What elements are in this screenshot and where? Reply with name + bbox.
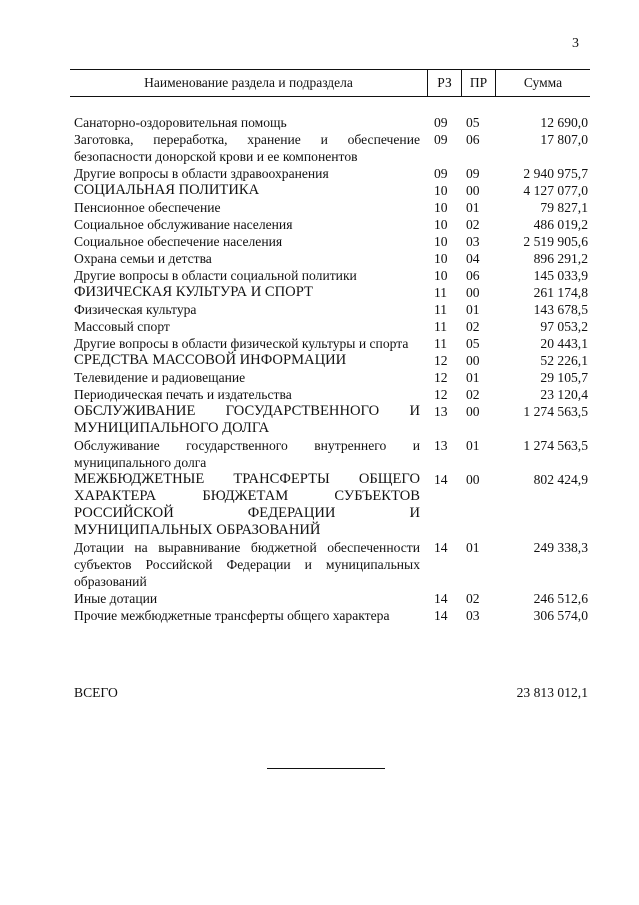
row-rz: 10 — [434, 234, 448, 249]
table-body — [74, 114, 588, 624]
row-name: Санаторно-оздоровительная помощь — [74, 115, 287, 130]
row-sum: 802 424,9 — [533, 472, 588, 487]
table-row — [74, 114, 588, 131]
row-pr: 05 — [466, 336, 480, 351]
row-name: Другие вопросы в области здравоохранения — [74, 166, 329, 181]
row-rz: 14 — [434, 591, 448, 606]
row-rz: 12 — [434, 370, 448, 385]
header-sum: Сумма — [495, 70, 590, 96]
row-sum: 20 443,1 — [540, 336, 588, 351]
row-sum: 896 291,2 — [533, 251, 588, 266]
row-name: Социальное обслуживание населения — [74, 217, 293, 232]
table-row — [74, 250, 588, 267]
row-sum: 143 678,5 — [533, 302, 588, 317]
end-divider — [267, 768, 385, 769]
row-sum: 145 033,9 — [533, 268, 588, 283]
row-pr: 01 — [466, 200, 480, 215]
header-rz: РЗ — [427, 70, 461, 96]
table-row — [74, 165, 588, 182]
table-row — [74, 335, 588, 352]
row-rz: 12 — [434, 353, 448, 368]
row-sum: 4 127 077,0 — [523, 183, 588, 198]
row-pr: 03 — [466, 608, 480, 623]
row-pr: 01 — [466, 438, 480, 453]
table-row — [74, 607, 588, 624]
table-row — [74, 284, 588, 301]
table-row — [74, 267, 588, 284]
row-pr: 03 — [466, 234, 480, 249]
row-name: Прочие межбюджетные трансферты общего характера — [74, 608, 390, 623]
row-sum: 1 274 563,5 — [523, 438, 588, 453]
table-row — [74, 233, 588, 250]
row-name: Дотации на выравнивание бюджетной обеспеченности субъектов Российской Федерации и муниципальных образований — [74, 540, 420, 589]
row-name: СРЕДСТВА МАССОВОЙ ИНФОРМАЦИИ — [74, 352, 347, 368]
row-sum: 29 105,7 — [540, 370, 588, 385]
table-row — [74, 539, 588, 590]
row-pr: 00 — [466, 285, 480, 300]
row-rz: 11 — [434, 285, 448, 300]
row-name: Массовый спорт — [74, 319, 170, 334]
table-row — [74, 131, 588, 165]
table-row — [74, 182, 588, 199]
row-sum: 246 512,6 — [533, 591, 588, 606]
row-sum: 1 274 563,5 — [523, 404, 588, 419]
header-pr: ПР — [461, 70, 495, 96]
row-pr: 00 — [466, 183, 480, 198]
table-row — [74, 403, 588, 437]
row-name: Физическая культура — [74, 302, 197, 317]
row-rz: 12 — [434, 387, 448, 402]
table-row — [74, 216, 588, 233]
row-pr: 06 — [466, 268, 480, 283]
row-name: МЕЖБЮДЖЕТНЫЕ ТРАНСФЕРТЫ ОБЩЕГО ХАРАКТЕРА БЮДЖЕТАМ СУБЪЕКТОВ РОССИЙСКОЙ ФЕДЕРАЦИИ И МУНИЦИПАЛЬНЫХ ОБРАЗОВАНИЙ — [74, 471, 420, 538]
row-rz: 14 — [434, 472, 448, 487]
row-pr: 01 — [466, 302, 480, 317]
total-row — [74, 685, 588, 701]
table-row — [74, 437, 588, 471]
row-rz: 09 — [434, 132, 448, 147]
row-name: Пенсионное обеспечение — [74, 200, 221, 215]
table-row — [74, 471, 588, 539]
row-name: Другие вопросы в области физической культуры и спорта — [74, 336, 409, 351]
row-pr: 02 — [466, 217, 480, 232]
row-rz: 13 — [434, 404, 448, 419]
row-rz: 11 — [434, 302, 448, 317]
row-sum: 2 519 905,6 — [523, 234, 588, 249]
row-name: Социальное обеспечение населения — [74, 234, 283, 249]
row-rz: 09 — [434, 115, 448, 130]
row-pr: 00 — [466, 404, 480, 419]
total-label: ВСЕГО — [74, 685, 118, 700]
row-pr: 02 — [466, 591, 480, 606]
row-name: Другие вопросы в области социальной политики — [74, 268, 357, 283]
row-sum: 79 827,1 — [540, 200, 588, 215]
table-row — [74, 590, 588, 607]
table-row — [74, 386, 588, 403]
row-pr: 01 — [466, 370, 480, 385]
table-row — [74, 352, 588, 369]
row-pr: 02 — [466, 387, 480, 402]
row-pr: 01 — [466, 540, 480, 555]
row-name: СОЦИАЛЬНАЯ ПОЛИТИКА — [74, 182, 260, 198]
row-pr: 02 — [466, 319, 480, 334]
row-name: Охрана семьи и детства — [74, 251, 212, 266]
row-pr: 09 — [466, 166, 480, 181]
row-name: ОБСЛУЖИВАНИЕ ГОСУДАРСТВЕННОГО И МУНИЦИПАЛЬНОГО ДОЛГА — [74, 403, 420, 436]
row-sum: 52 226,1 — [540, 353, 588, 368]
row-rz: 10 — [434, 183, 448, 198]
row-name: Заготовка, переработка, хранение и обеспечение безопасности донорской крови и ее компонентов — [74, 132, 420, 164]
table-header — [70, 69, 590, 97]
row-name: Телевидение и радиовещание — [74, 370, 246, 385]
row-name: ФИЗИЧЕСКАЯ КУЛЬТУРА И СПОРТ — [74, 284, 313, 300]
row-rz: 14 — [434, 608, 448, 623]
row-sum: 306 574,0 — [533, 608, 588, 623]
row-sum: 261 174,8 — [533, 285, 588, 300]
table-row — [74, 318, 588, 335]
row-rz: 10 — [434, 251, 448, 266]
row-rz: 10 — [434, 268, 448, 283]
row-pr: 06 — [466, 132, 480, 147]
row-name: Периодическая печать и издательства — [74, 387, 292, 402]
row-rz: 13 — [434, 438, 448, 453]
table-row — [74, 301, 588, 318]
row-pr: 05 — [466, 115, 480, 130]
header-name: Наименование раздела и подраздела — [144, 75, 353, 90]
row-sum: 23 120,4 — [540, 387, 588, 402]
row-sum: 97 053,2 — [540, 319, 588, 334]
row-sum: 249 338,3 — [533, 540, 588, 555]
row-sum: 486 019,2 — [533, 217, 588, 232]
row-name: Обслуживание государственного внутреннего и муниципального долга — [74, 438, 420, 470]
row-name: Иные дотации — [74, 591, 158, 606]
row-rz: 14 — [434, 540, 448, 555]
row-sum: 17 807,0 — [540, 132, 588, 147]
row-rz: 09 — [434, 166, 448, 181]
table-row — [74, 199, 588, 216]
row-rz: 11 — [434, 319, 448, 334]
row-pr: 00 — [466, 472, 480, 487]
row-rz: 11 — [434, 336, 448, 351]
row-pr: 00 — [466, 353, 480, 368]
row-rz: 10 — [434, 200, 448, 215]
table-row — [74, 369, 588, 386]
row-pr: 04 — [466, 251, 480, 266]
total-sum: 23 813 012,1 — [516, 685, 588, 700]
row-rz: 10 — [434, 217, 448, 232]
row-sum: 2 940 975,7 — [523, 166, 588, 181]
row-sum: 12 690,0 — [540, 115, 588, 130]
page-number: 3 — [572, 36, 579, 51]
